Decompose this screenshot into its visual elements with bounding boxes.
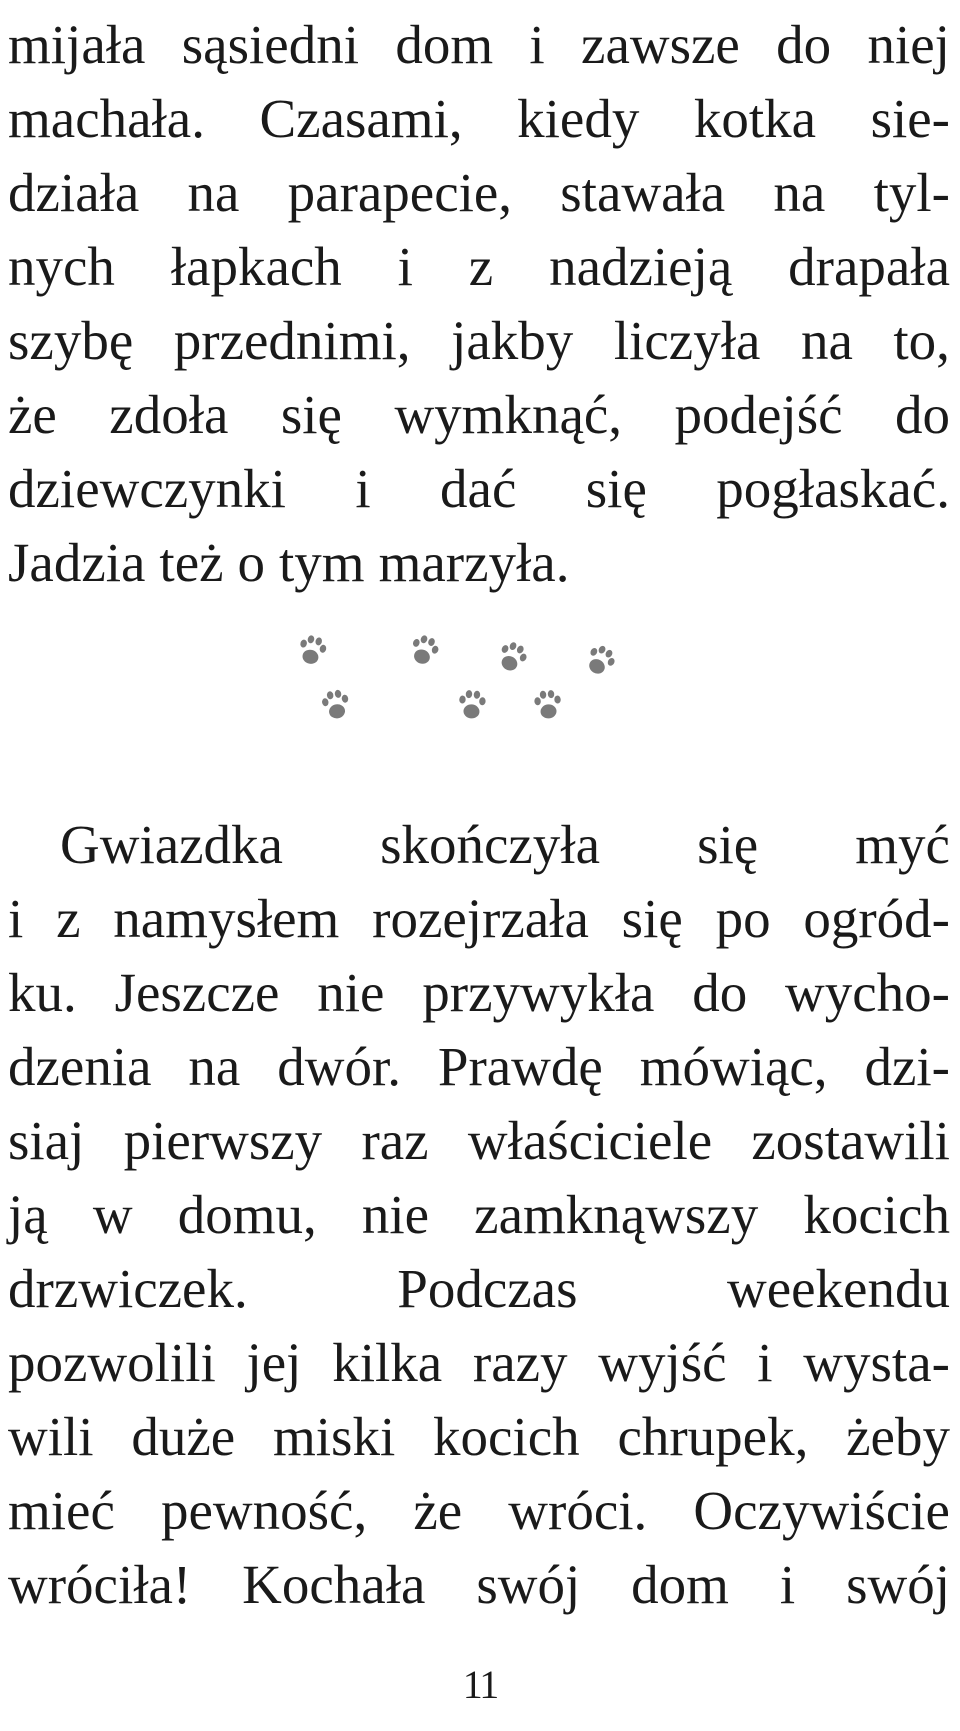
text-line: szybę przednimi, jakby liczyła na to, (8, 310, 950, 371)
page-number: 11 (462, 1662, 498, 1707)
paw-print-icon (458, 689, 487, 719)
paw-prints-icon (280, 600, 680, 770)
text-line: siaj pierwszy raz właściciele zostawili (8, 1110, 950, 1171)
paw-print-icon (407, 632, 441, 667)
text-line: drzwiczek. Podczas weekendu (8, 1258, 950, 1319)
text-line: ją w domu, nie zamknąwszy kocich (8, 1184, 950, 1245)
paw-prints-graphic (280, 600, 680, 770)
paw-print-icon (296, 633, 329, 667)
text-line: machała. Czasami, kiedy kotka sie- (8, 88, 950, 149)
text-line: Jadzia też o tym marzyła. (8, 532, 570, 593)
paw-print-icon (320, 688, 351, 720)
text-line: wróciła! Kochała swój dom i swój (8, 1554, 950, 1615)
text-line: że zdoła się wymknąć, podejść do (8, 384, 950, 445)
text-line: i z namysłem rozejrzała się po ogród- (8, 888, 950, 949)
text-line: mijała sąsiedni dom i zawsze do niej (8, 14, 950, 75)
text-line: ku. Jeszcze nie przywykła do wycho- (8, 962, 950, 1023)
text-line: nych łapkach i z nadzieją drapała (8, 236, 950, 297)
paw-print-icon (582, 642, 619, 679)
text-line: dzenia na dwór. Prawdę mówiąc, dzi- (8, 1036, 950, 1097)
text-line: Gwiazdka skończyła się myć (60, 814, 950, 875)
text-line: wili duże miski kocich chrupek, żeby (8, 1406, 950, 1467)
paw-print-icon (534, 689, 563, 719)
text-line: pozwolili jej kilka razy wyjść i wysta- (8, 1332, 950, 1393)
paw-print-icon (495, 639, 531, 676)
text-line: działa na parapecie, stawała na tyl- (8, 162, 950, 223)
text-line: mieć pewność, że wróci. Oczywiście (8, 1480, 950, 1541)
text-line: dziewczynki i dać się pogłaskać. (8, 458, 950, 519)
